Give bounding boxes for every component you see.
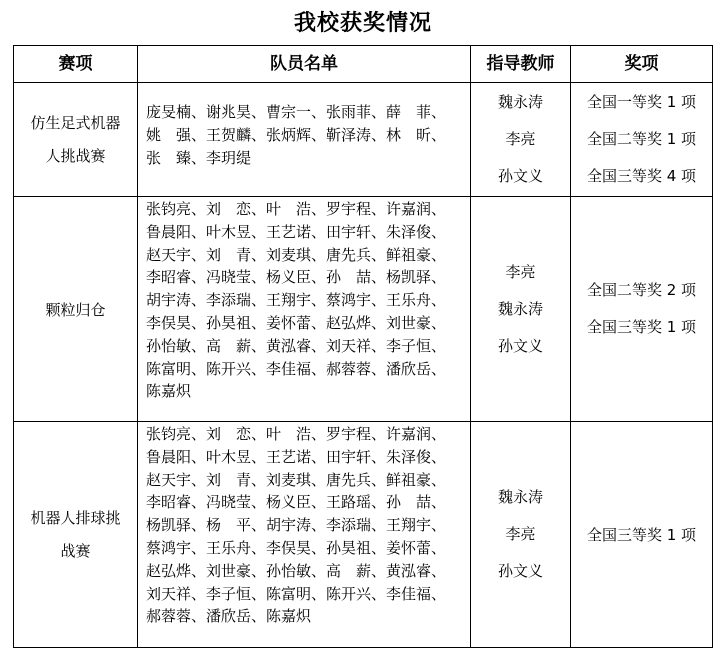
header-awards: 奖项: [624, 54, 659, 74]
member-line: 郝蓉蓉、潘欣岳、陈嘉炽: [146, 607, 312, 626]
member-line: 陈富明、陈开兴、李佳福、郝蓉蓉、潘欣岳、: [146, 359, 447, 378]
row-2-instructors: [471, 197, 570, 421]
row-1-members: [146, 101, 468, 169]
instructor-name: 魏永涛: [497, 299, 543, 318]
member-line: 李昭睿、冯晓莹、杨义臣、孙 喆、杨凯驿、: [146, 268, 447, 287]
row-3-event: [14, 422, 137, 647]
member-line: 鲁晨阳、叶木昱、王艺诺、田宇轩、朱泽俊、: [146, 222, 447, 241]
header-event: 赛项: [58, 54, 93, 74]
member-line: 赵弘烨、刘世豪、孙怡敏、高 薪、黄泓睿、: [146, 561, 447, 580]
instructor-name: 孙文义: [497, 336, 543, 355]
member-line: 张钧亮、刘 恋、叶 浩、罗宇程、许嘉润、: [146, 425, 447, 443]
member-line: 杨凯驿、杨 平、胡宇涛、李添瑞、王翔宇、: [146, 516, 447, 535]
row-1-instructors: [471, 83, 570, 196]
member-line: 蔡鸿宇、王乐舟、李俣昊、孙昊祖、姜怀蕾、: [146, 538, 447, 557]
member-line: 张 臻、李玥缇: [146, 148, 252, 167]
member-line: 赵天宇、刘 青、刘麦琪、唐先兵、鲜祖豪、: [146, 470, 447, 489]
member-line: 李俣昊、孙昊祖、姜怀蕾、赵弘烨、刘世豪、: [146, 313, 447, 332]
instructor-name: 魏永涛: [497, 93, 543, 111]
award-item: 全国三等奖 1 项: [586, 526, 697, 544]
member-line: 刘天祥、李子恒、陈富明、陈开兴、李佳福、: [146, 584, 447, 603]
instructor-name: 孙文义: [497, 167, 543, 185]
award-item: 全国一等奖 1 项: [586, 93, 697, 111]
event-line: 战赛: [60, 541, 91, 560]
row-2-event: [14, 197, 137, 421]
member-line: 胡宇涛、李添瑞、王翔宇、蔡鸿宇、王乐舟、: [146, 291, 447, 310]
member-line: 赵天宇、刘 青、刘麦琪、唐先兵、鲜祖豪、: [146, 245, 447, 264]
member-line: 张钧亮、刘 恋、叶 浩、罗宇程、许嘉润、: [146, 200, 447, 218]
member-line: 陈嘉炽: [146, 382, 192, 401]
instructor-name: 魏永涛: [497, 488, 543, 506]
page-title: 我校获奖情况: [293, 11, 432, 36]
event-line: 人挑战赛: [45, 146, 106, 165]
row-2-members: [146, 198, 468, 403]
event-line: 机器人排球挑: [30, 508, 121, 527]
event-line: 仿生足式机器: [30, 113, 121, 132]
member-line: 姚 强、王贺麟、张炳辉、靳泽涛、林 昕、: [146, 125, 447, 144]
header-members: 队员名单: [270, 54, 338, 74]
award-item: 全国二等奖 1 项: [586, 130, 697, 148]
member-line: 孙怡敏、高 薪、黄泓睿、刘天祥、李子恒、: [146, 336, 447, 355]
row-3-instructors: [471, 422, 570, 647]
instructor-name: 李亮: [505, 262, 536, 281]
member-line: 李昭睿、冯晓莹、杨义臣、王路瑶、孙 喆、: [146, 493, 447, 512]
row-2-awards: [571, 197, 712, 421]
instructor-name: 李亮: [505, 130, 536, 148]
header-instructors: 指导教师: [486, 54, 555, 74]
row-1-event: [14, 83, 137, 196]
instructor-name: 孙文义: [497, 562, 543, 580]
event-line: 颗粒归仓: [45, 300, 106, 319]
award-item: 全国三等奖 4 项: [586, 167, 697, 185]
row-3-members: [146, 423, 468, 628]
row-1-awards: [571, 83, 712, 196]
member-line: 庞旻楠、谢兆昊、曹宗一、张雨菲、薛 菲、: [146, 103, 447, 121]
instructor-name: 李亮: [505, 525, 536, 543]
member-line: 鲁晨阳、叶木昱、王艺诺、田宇轩、朱泽俊、: [146, 447, 447, 466]
row-3-awards: [571, 422, 712, 647]
award-item: 全国三等奖 1 项: [586, 318, 697, 336]
award-item: 全国二等奖 2 项: [586, 281, 697, 299]
